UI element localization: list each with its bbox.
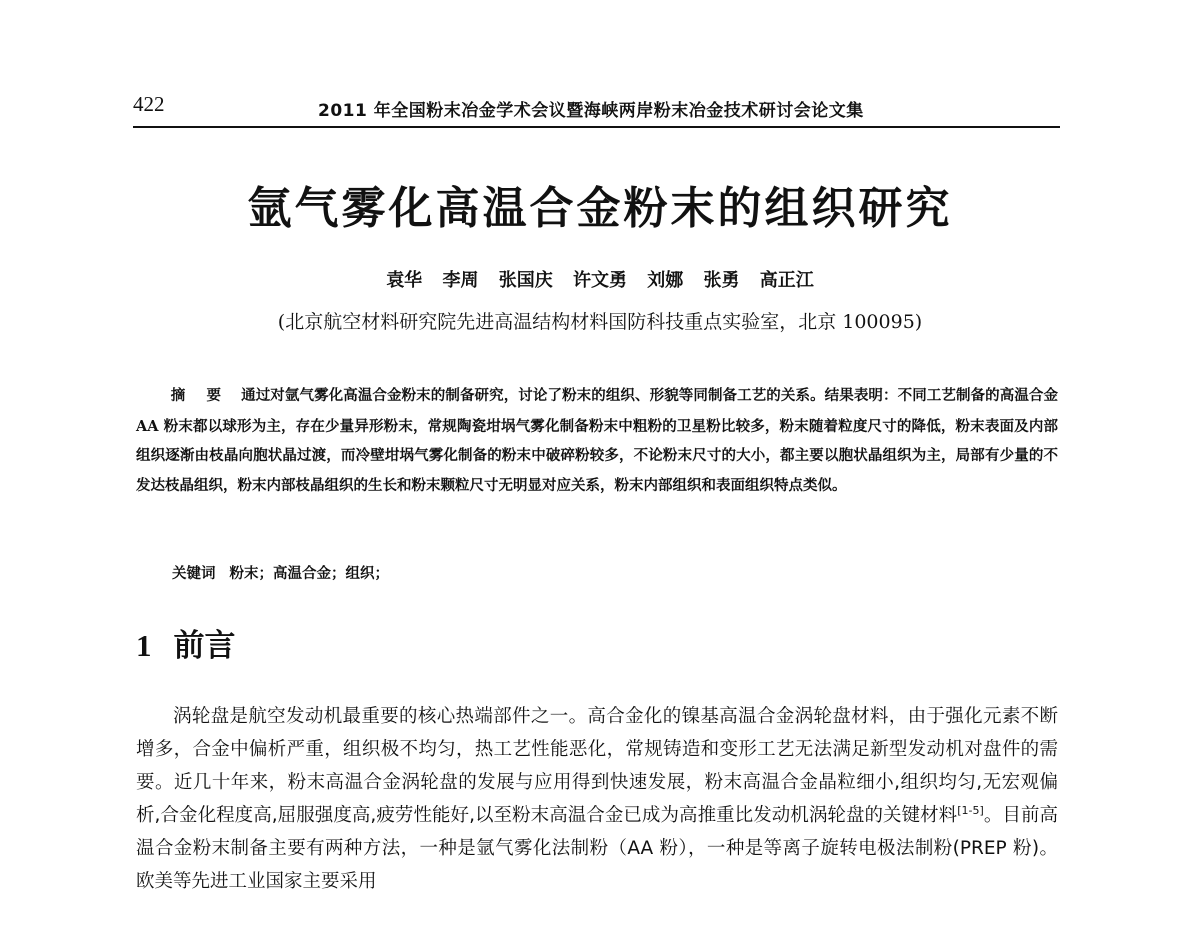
- body-text-part-2: 。目前高温合金粉末制备主要有两种方法，一种是氩气雾化法制粉（AA 粉），一种是等离子旋转电极法制粉(PREP 粉)。欧美等先进工业国家主要采用: [136, 805, 1058, 892]
- keywords: [172, 562, 389, 583]
- citation-ref: [1-5]: [957, 803, 984, 817]
- body-paragraph: [136, 700, 1058, 952]
- section-title: 前言: [173, 628, 236, 664]
- page-number: 422: [133, 92, 165, 116]
- keywords-text: 粉末；高温合金；组织；: [229, 565, 389, 582]
- abstract-text: 通过对氩气雾化高温合金粉末的制备研究，讨论了粉末的组织、形貌等同制备工艺的关系。结果表明：不同工艺制备的高温合金 AA 粉末都以球形为主，存在少量异形粉末，常规陶瓷坩埚气雾化制备粉末中粗粉的卫星粉比较多，粉末随着粒度尺寸的降低，粉末表面及内部组织逐渐由枝晶向胞状晶过渡，而冷壁坩埚气雾化制备的粉末中破碎粉较多，不论粉末尺寸的大小，都主要以胞状晶组织为主，局部有少量的不发达枝晶组织，粉末内部枝晶组织的生长和粉末颗粒尺寸无明显对应关系，粉末内部组织和表面组织特点类似。: [136, 387, 1058, 494]
- section-heading: [136, 620, 236, 665]
- section-number: 1: [136, 628, 152, 663]
- paper-title: 氩气雾化高温合金粉末的组织研究: [247, 183, 953, 234]
- author-list: 袁华 李周 张国庆 许文勇 刘娜 张勇 高正江: [386, 270, 814, 291]
- keywords-label: 关键词: [172, 566, 216, 582]
- affiliation: (北京航空材料研究院先进高温结构材料国防科技重点实验室，北京 100095): [277, 311, 923, 333]
- abstract: [136, 381, 1058, 500]
- proceedings-title: 2011 年全国粉末冶金学术会议暨海峡两岸粉末冶金技术研讨会论文集: [318, 101, 864, 121]
- body-text-part-1: 涡轮盘是航空发动机最重要的核心热端部件之一。高合金化的镍基高温合金涡轮盘材料，由于强化元素不断增多，合金中偏析严重，组织极不均匀，热工艺性能恶化，常规铸造和变形工艺无法满足新型发动机对盘件的需要。近几十年来，粉末高温合金涡轮盘的发展与应用得到快速发展，粉末高温合金晶粒细小,组织均匀,无宏观偏析,合金化程度高,屈服强度高,疲劳性能好,以至粉末高温合金已成为高推重比发动机涡轮盘的关键材料: [136, 706, 1058, 826]
- running-header: [133, 88, 1060, 128]
- abstract-label: 摘 要: [170, 388, 230, 404]
